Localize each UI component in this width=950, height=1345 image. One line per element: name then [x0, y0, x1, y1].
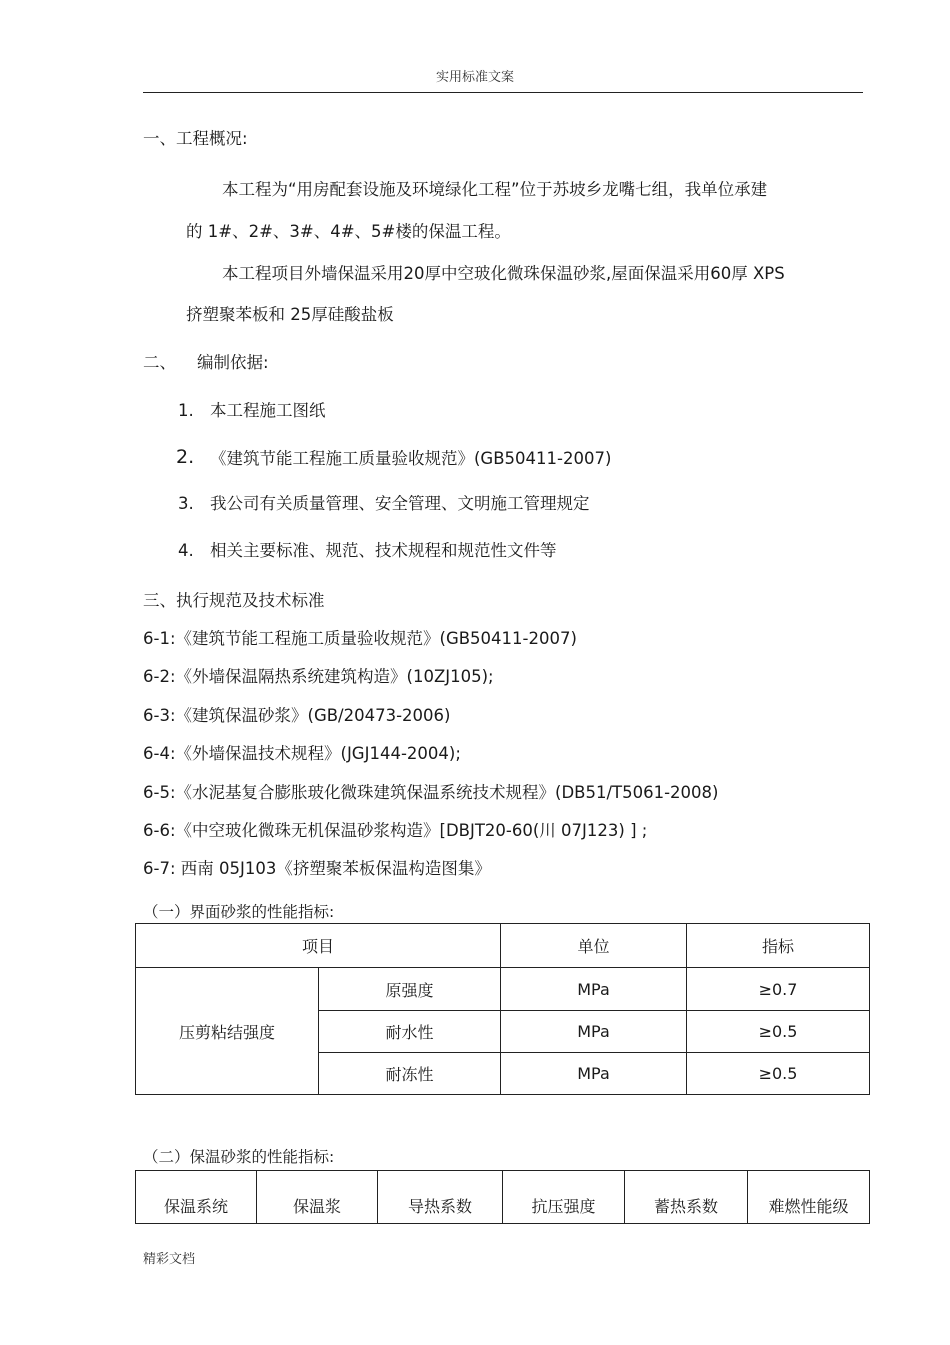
- section1-paragraph2-line1: 本工程项目外墙保温采用20厚中空玻化微珠保温砂浆,屋面保温采用60厚 XPS: [222, 264, 785, 283]
- section2-title: 编制依据:: [197, 353, 269, 372]
- table1-caption: （一）界面砂浆的性能指标:: [143, 903, 335, 921]
- section1-paragraph2-line2: 挤塑聚苯板和 25厚硅酸盐板: [186, 305, 394, 324]
- section1-paragraph1-line1: 本工程为“用房配套设施及环境绿化工程”位于苏坡乡龙嘴七组，我单位承建: [222, 180, 768, 199]
- basis-item-number: 3.: [178, 494, 194, 513]
- basis-item-text: 我公司有关质量管理、安全管理、文明施工管理规定: [210, 494, 590, 513]
- page-header: 实用标准文案: [435, 70, 514, 85]
- basis-item-text: 《建筑节能工程施工质量验收规范》(GB50411-2007): [210, 449, 612, 468]
- page-footer: 精彩文档: [143, 1252, 196, 1267]
- table1-cell-item: 耐水性: [319, 1011, 501, 1053]
- section1-paragraph1-line2: 的 1#、2#、3#、4#、5#楼的保温工程。: [186, 222, 511, 241]
- table1-header-item: 项目: [136, 924, 501, 968]
- basis-item-number: 2.: [176, 446, 195, 468]
- table1-cell-item: 原强度: [319, 968, 501, 1011]
- table1-cell-unit: MPa: [501, 968, 687, 1011]
- section3-title: 三、执行规范及技术标准: [143, 591, 325, 610]
- interface-mortar-table: [135, 923, 870, 1095]
- table2-header: 抗压强度: [503, 1171, 625, 1224]
- basis-item-text: 相关主要标准、规范、技术规程和规范性文件等: [210, 541, 557, 560]
- section2-number: 二、: [143, 353, 176, 372]
- table2-header: 导热系数: [378, 1171, 503, 1224]
- basis-item-number: 4.: [178, 541, 194, 560]
- table1-cell-value: ≥0.5: [687, 1053, 870, 1095]
- table2-header: 难燃性能级: [748, 1171, 870, 1224]
- standard-item: 6-4:《外墙保温技术规程》(JGJ144-2004);: [143, 744, 461, 763]
- table1-cell-value: ≥0.7: [687, 968, 870, 1011]
- table1-header-value: 指标: [687, 924, 870, 968]
- table2-header: 蓄热系数: [625, 1171, 748, 1224]
- table1-header-unit: 单位: [501, 924, 687, 968]
- table1-cell-item: 耐冻性: [319, 1053, 501, 1095]
- standard-item: 6-2:《外墙保温隔热系统建筑构造》(10ZJ105);: [143, 667, 494, 686]
- table2-caption: （二）保温砂浆的性能指标:: [143, 1148, 335, 1166]
- table1-cell-unit: MPa: [501, 1053, 687, 1095]
- table2-header: 保温系统: [136, 1171, 257, 1224]
- table1-group-label: 压剪粘结强度: [136, 968, 319, 1095]
- standard-item: 6-1:《建筑节能工程施工质量验收规范》(GB50411-2007): [143, 629, 577, 648]
- table2-header: 保温浆: [257, 1171, 378, 1224]
- table1-cell-unit: MPa: [501, 1011, 687, 1053]
- table1-cell-value: ≥0.5: [687, 1011, 870, 1053]
- basis-item-number: 1.: [178, 401, 194, 420]
- insulation-mortar-table: [135, 1170, 870, 1224]
- standard-item: 6-3:《建筑保温砂浆》(GB/20473-2006): [143, 706, 451, 725]
- standard-item: 6-5:《水泥基复合膨胀玻化微珠建筑保温系统技术规程》(DB51/T5061-2008): [143, 783, 719, 802]
- standard-item: 6-6:《中空玻化微珠无机保温砂浆构造》[DBJT20-60(川 07J123) ] ;: [143, 821, 648, 840]
- basis-item-text: 本工程施工图纸: [210, 401, 326, 420]
- standard-item: 6-7: 西南 05J103《挤塑聚苯板保温构造图集》: [143, 859, 491, 878]
- section1-title: 一、工程概况:: [143, 129, 248, 148]
- header-rule: [143, 92, 863, 93]
